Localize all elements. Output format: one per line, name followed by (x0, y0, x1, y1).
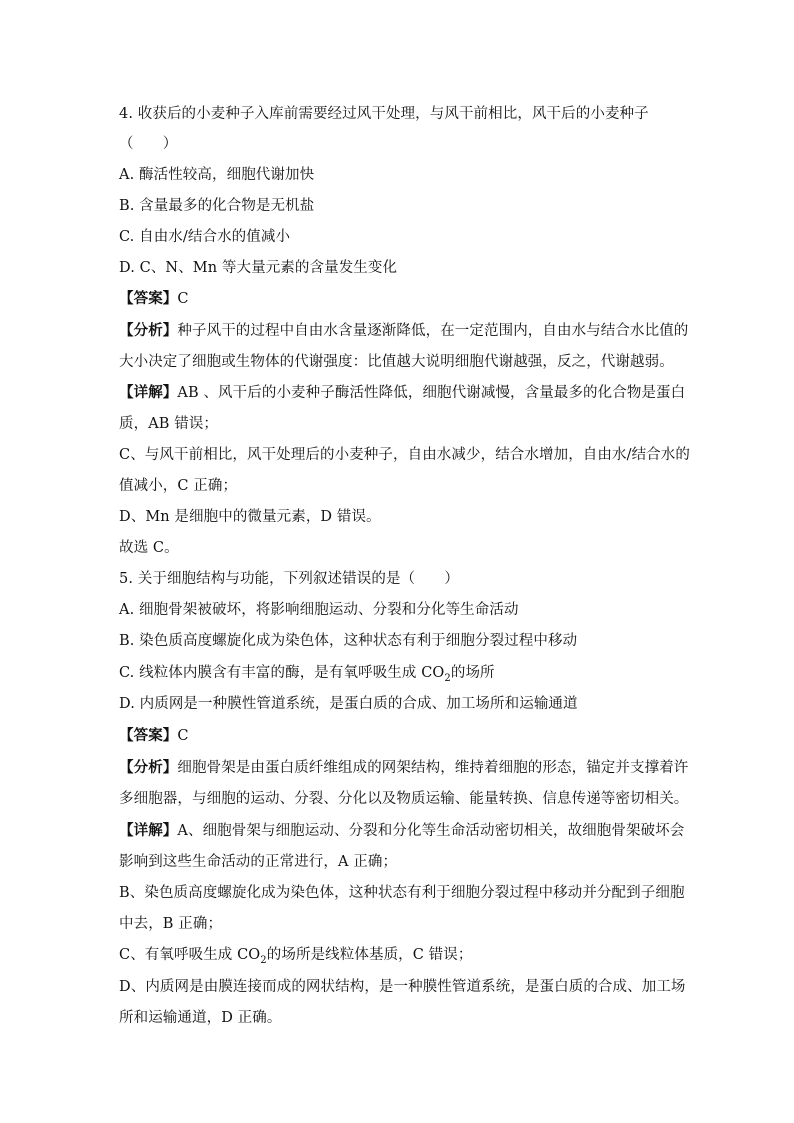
detail-text: A、细胞骨架与细胞运动、分裂和分化等生命活动密切相关，故细胞骨架破坏会 (177, 823, 685, 839)
detail-text: AB 、风干后的小麦种子酶活性降低，细胞代谢减慢，含量最多的化合物是蛋白 (177, 385, 686, 401)
question-5-analysis-line-1 (119, 758, 754, 778)
answer-value: C (177, 728, 189, 744)
question-4-detail-line-1 (119, 383, 754, 403)
question-5-option-c: C. 线粒体内膜含有丰富的酶，是有氧呼吸生成 $CO_2$的场所 (119, 665, 495, 684)
detail-tag: 【详解】 (119, 822, 178, 839)
question-4-option-d: D. C、N、Mn 等大量元素的含量发生变化 (119, 260, 398, 276)
question-5-option-a: A. 细胞骨架被破坏，将影响细胞运动、分裂和分化等生命活动 (119, 602, 519, 618)
question-4-option-a: A. 酶活性较高，细胞代谢加快 (119, 167, 315, 183)
question-4-answer (119, 289, 754, 309)
question-5-stem: 5. 关于细胞结构与功能，下列叙述错误的是（ ） (119, 571, 459, 587)
question-5-detail-line-4: 中去，B 正确； (119, 916, 223, 932)
question-4-detail-line-2: 质，AB 错误； (119, 416, 219, 432)
question-4-analysis-line-1 (119, 321, 754, 341)
question-5-detail-line-5: C、有氧呼吸生成 $CO_2$的场所是线粒体基质，C 错误； (119, 947, 473, 966)
analysis-text: 种子风干的过程中自由水含量逐渐降低，在一定范围内，自由水与结合水比值的 (177, 323, 689, 339)
question-5-detail-line-7: 所和运输通道，D 正确。 (119, 1010, 282, 1026)
question-5-detail-line-1 (119, 821, 754, 841)
question-5-detail-line-2: 影响到这些生命活动的正常进行，A 正确； (119, 854, 398, 870)
question-5-answer (119, 726, 754, 746)
question-5-option-b: B. 染色质高度螺旋化成为染色体，这种状态有利于细胞分裂过程中移动 (119, 633, 578, 649)
analysis-tag: 【分析】 (119, 759, 178, 776)
question-5-analysis-line-2: 多细胞器，与细胞的运动、分裂、分化以及物质运输、能量转换、信息传递等密切相关。 (119, 791, 689, 807)
detail-tag: 【详解】 (119, 384, 178, 401)
analysis-text: 细胞骨架是由蛋白质纤维组成的网架结构，维持着细胞的形态，锚定并支撑着许 (177, 760, 689, 776)
answer-value: C (177, 291, 189, 307)
question-5-detail-line-6: D、内质网是由膜连接而成的网状结构，是一种膜性管道系统，是蛋白质的合成、加工场 (119, 979, 686, 995)
question-4-detail-line-5: D、Mn 是细胞中的微量元素，D 错误。 (119, 509, 381, 525)
answer-tag: 【答案】 (119, 727, 178, 744)
analysis-tag: 【分析】 (119, 322, 178, 339)
question-5-option-d: D. 内质网是一种膜性管道系统，是蛋白质的合成、加工场所和运输通道 (119, 696, 578, 712)
question-4-analysis-line-2: 大小决定了细胞或生物体的代谢强度：比值越大说明细胞代谢越强，反之，代谢越弱。 (119, 354, 674, 370)
question-4-conclusion: 故选 C。 (119, 540, 179, 556)
question-4-paren: （ ） (119, 136, 178, 152)
question-4-option-b: B. 含量最多的化合物是无机盐 (119, 198, 315, 214)
question-5-detail-line-3: B、染色质高度螺旋化成为染色体，这种状态有利于细胞分裂过程中移动并分配到子细胞 (119, 885, 685, 901)
question-4-stem: 4. 收获后的小麦种子入库前需要经过风干处理，与风干前相比，风干后的小麦种子 (119, 106, 649, 122)
question-4-detail-line-3: C、与风干前相比，风干处理后的小麦种子，自由水减少，结合水增加，自由水/结合水的 (119, 447, 690, 463)
question-4-detail-line-4: 值减小，C 正确； (119, 478, 238, 494)
answer-tag: 【答案】 (119, 290, 178, 307)
question-4-option-c: C. 自由水/结合水的值减小 (119, 229, 291, 245)
